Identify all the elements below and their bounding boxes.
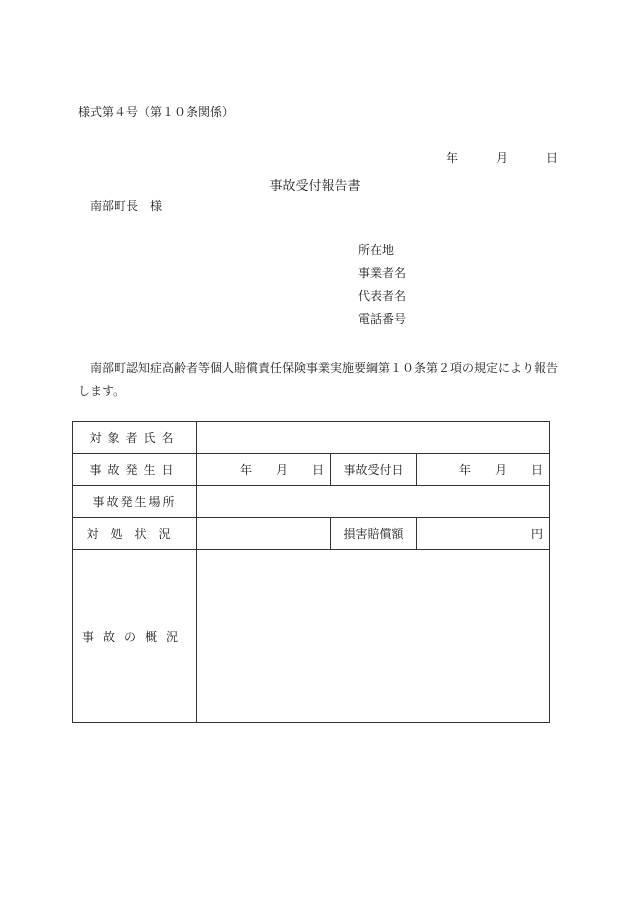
addressee: 南部町長 様 [90,199,163,213]
reception-date-label: 事故受付日 [331,454,417,486]
damages-unit: 円 [531,527,544,541]
accident-date-year: 年 [239,463,252,477]
document-title: 事故受付報告書 [269,179,361,194]
address-label: 所在地 [358,243,395,257]
report-date-year: 年 [446,151,459,165]
form-number: 様式第４号（第１０条関係） [78,105,235,119]
accident-date-month: 月 [275,463,288,477]
accident-date-row [73,454,550,486]
reception-date-year: 年 [459,463,472,477]
reception-date-field[interactable] [417,454,550,486]
accident-date-day: 日 [311,463,324,477]
business-name-label: 事業者名 [358,266,407,280]
subject-name-row [73,422,550,454]
representative-label: 代表者名 [358,289,407,303]
accident-date-field[interactable] [197,454,331,486]
response-field[interactable] [197,518,331,550]
reception-date-month: 月 [495,463,508,477]
reception-date-day: 日 [531,463,544,477]
accident-place-field[interactable] [197,486,550,518]
report-date-day: 日 [546,151,559,165]
subject-name-label: 対象者氏名 [73,422,197,454]
report-form-table [72,421,550,723]
accident-place-label: 事故発生場所 [73,486,197,518]
response-row [73,518,550,550]
damages-field[interactable] [417,518,550,550]
report-statement: 南部町認知症高齢者等個人賠償責任保険事業実施要綱第１０条第２項の規定により報告します。 [78,361,559,398]
response-label: 対処状況 [73,518,197,550]
phone-label: 電話番号 [358,312,407,326]
applicant-block [358,243,406,335]
summary-field[interactable] [197,550,550,723]
subject-name-field[interactable] [197,422,550,454]
report-date [446,149,558,166]
damages-label: 損害賠償額 [331,518,417,550]
accident-place-row [73,486,550,518]
summary-label: 事故の概況 [73,550,197,723]
accident-date-label: 事故発生日 [73,454,197,486]
summary-row [73,550,550,723]
report-date-month: 月 [496,151,509,165]
